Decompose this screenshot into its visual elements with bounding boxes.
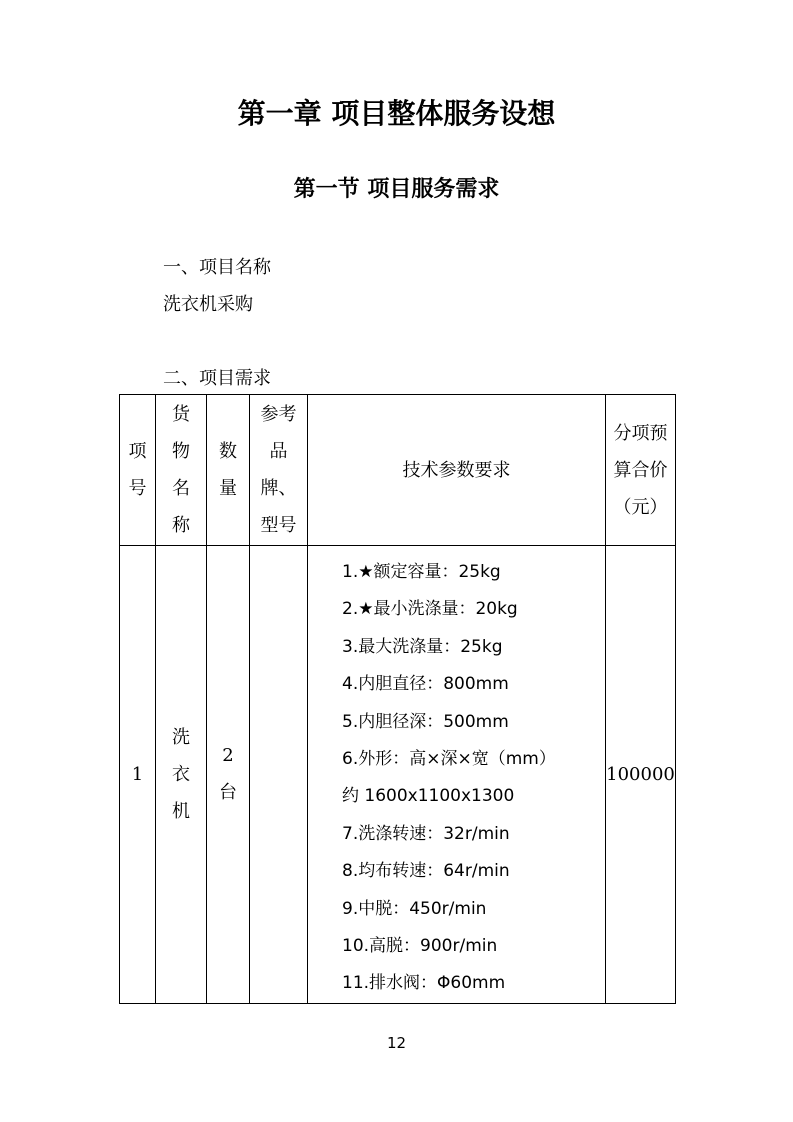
requirements-table bbox=[119, 394, 676, 1004]
project-name-heading: 一、项目名称 bbox=[163, 257, 271, 278]
spec-item: 约 1600x1100x1300 bbox=[342, 786, 515, 807]
table-row bbox=[120, 546, 676, 1004]
cell-budget: 100000 bbox=[606, 546, 676, 1004]
header-no: 项号 bbox=[120, 395, 156, 546]
spec-item: 4.内胆直径：800mm bbox=[342, 674, 509, 695]
project-name-value: 洗衣机采购 bbox=[163, 294, 253, 315]
header-tech-requirements: 技术参数要求 bbox=[308, 395, 606, 546]
cell-brand-model bbox=[250, 546, 308, 1004]
spec-item: 11.排水阀：Φ60mm bbox=[342, 973, 506, 994]
header-budget: 分项预算合价（元） bbox=[606, 395, 676, 546]
spec-item: 6.外形：高×深×宽（mm） bbox=[342, 749, 556, 770]
spec-list bbox=[308, 546, 605, 1003]
cell-goods-name: 洗衣机 bbox=[156, 546, 207, 1004]
header-brand-model: 参考品牌、型号 bbox=[250, 395, 308, 546]
spec-item: 10.高脱：900r/min bbox=[342, 936, 498, 957]
spec-item: 8.均布转速：64r/min bbox=[342, 861, 510, 882]
spec-item: 3.最大洗涤量：25kg bbox=[342, 636, 503, 657]
cell-quantity: 2台 bbox=[207, 546, 250, 1004]
spec-item: 1.★额定容量：25kg bbox=[342, 562, 501, 582]
section-title: 第一节 项目服务需求 bbox=[293, 177, 500, 202]
page-number: 12 bbox=[386, 1034, 407, 1052]
spec-item: 7.洗涤转速：32r/min bbox=[342, 823, 510, 844]
cell-tech-requirements bbox=[308, 546, 606, 1004]
header-quantity: 数量 bbox=[207, 395, 250, 546]
spec-item: 9.中脱：450r/min bbox=[342, 898, 487, 919]
table-header-row bbox=[120, 395, 676, 546]
spec-item: 5.内胆径深：500mm bbox=[342, 711, 509, 732]
header-goods-name: 货物名称 bbox=[156, 395, 207, 546]
cell-no: 1 bbox=[120, 546, 156, 1004]
project-requirements-heading: 二、项目需求 bbox=[163, 368, 271, 389]
chapter-title: 第一章 项目整体服务设想 bbox=[237, 97, 556, 130]
spec-item: 2.★最小洗涤量：20kg bbox=[342, 599, 518, 620]
